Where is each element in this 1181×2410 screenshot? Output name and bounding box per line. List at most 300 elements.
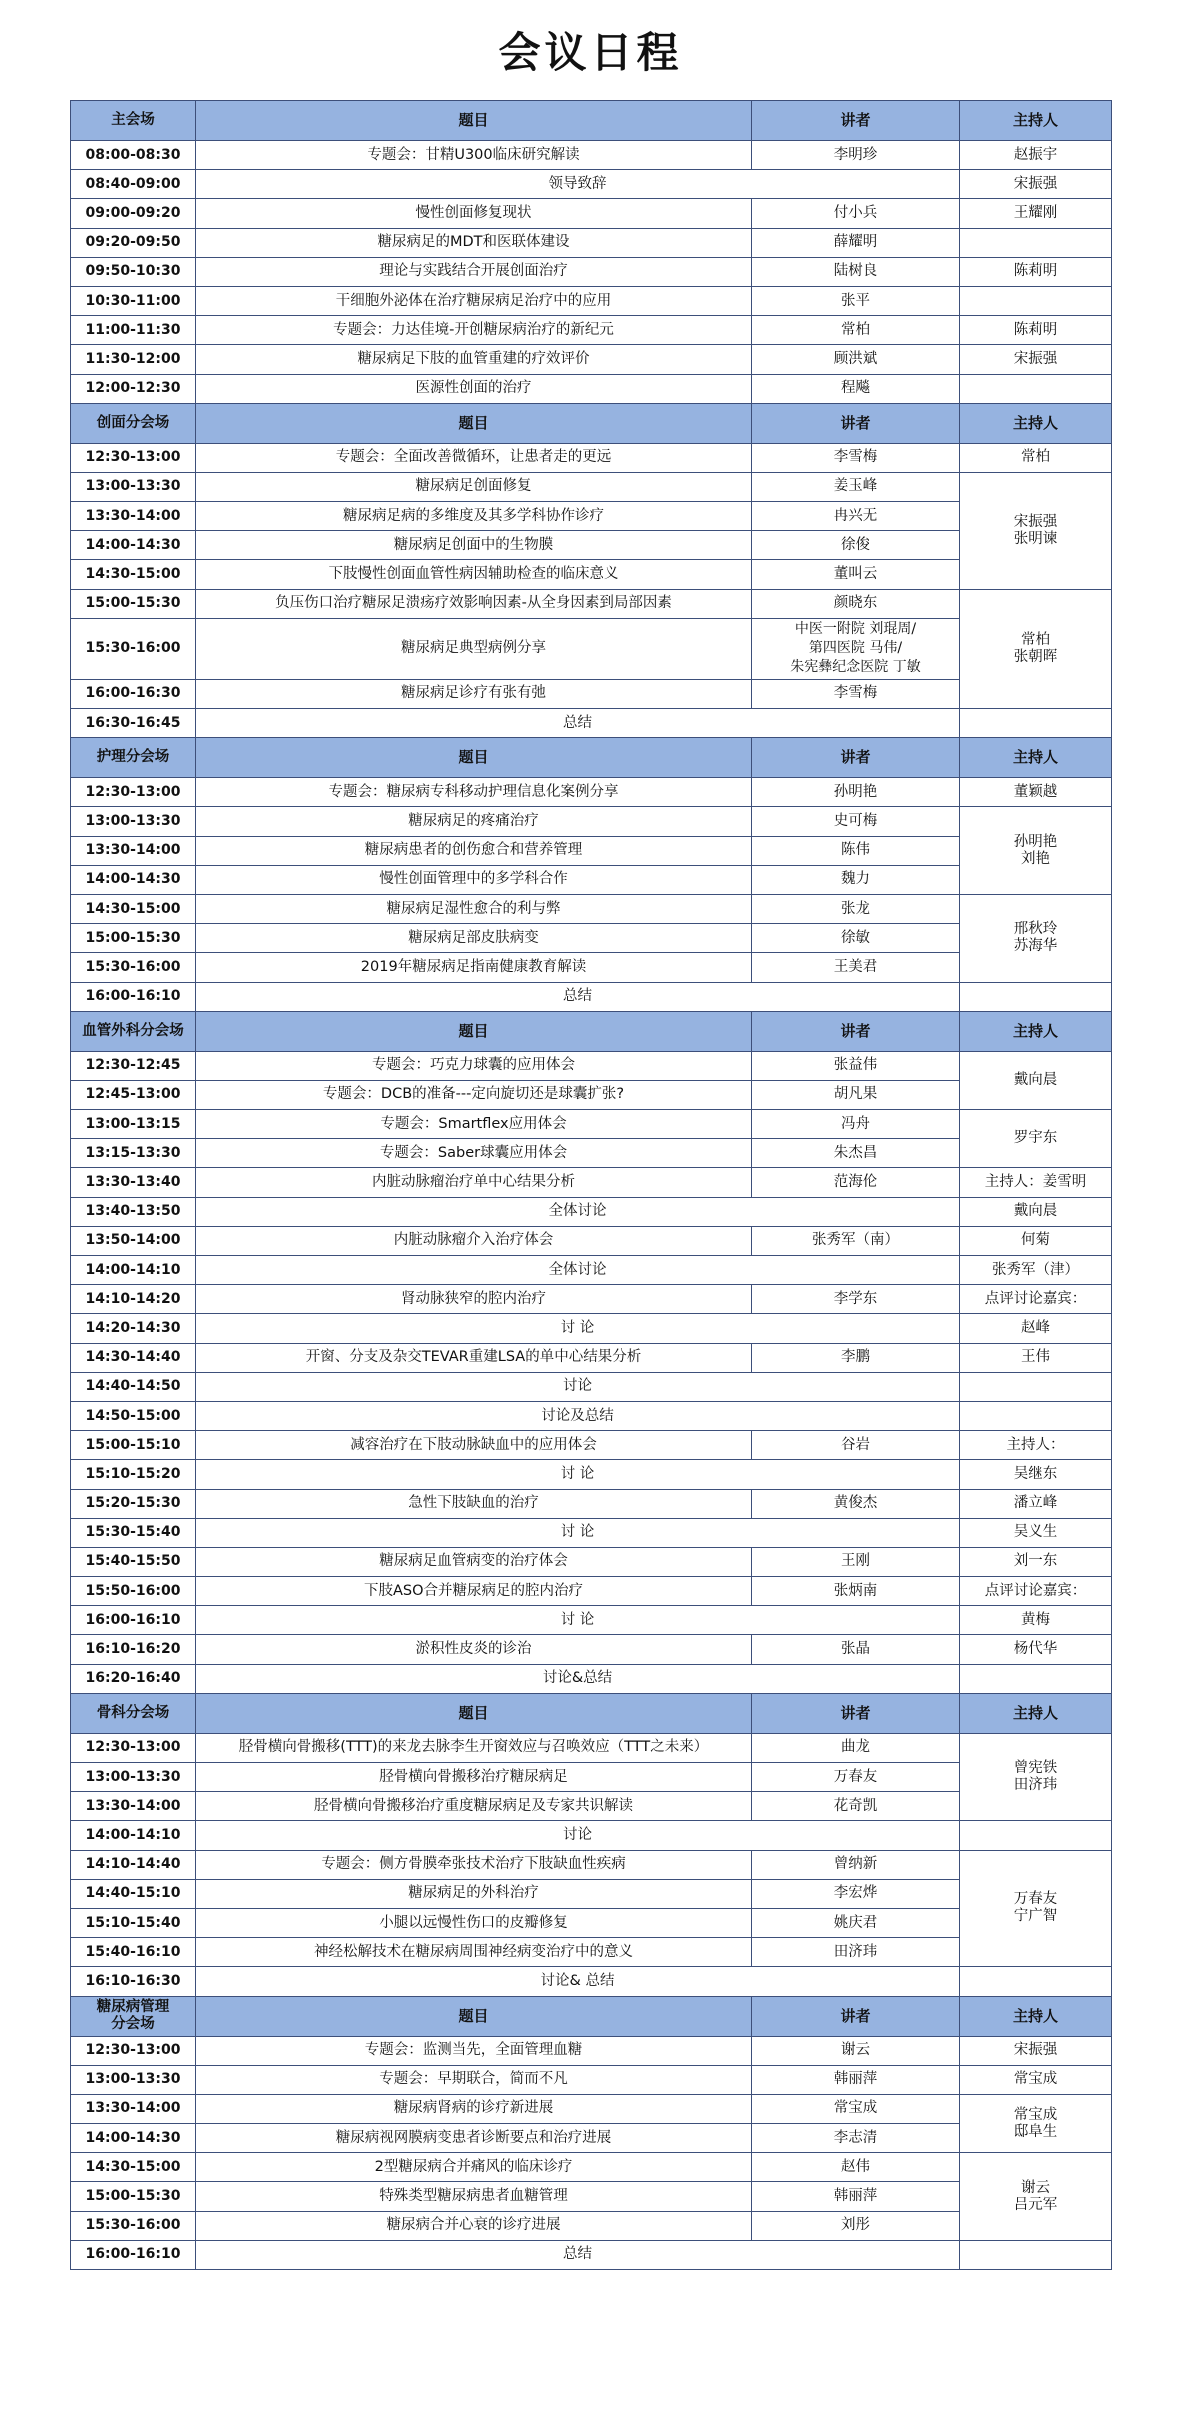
time-cell: 13:30-14:00 — [71, 836, 196, 865]
topic-cell: 糖尿病足病的多维度及其多学科协作诊疗 — [196, 502, 752, 531]
topic-cell: 讨论& 总结 — [196, 1967, 960, 1996]
topic-cell: 糖尿病足湿性愈合的利与弊 — [196, 894, 752, 923]
speaker-cell: 朱杰昌 — [752, 1139, 960, 1168]
schedule-row — [71, 1606, 1112, 1635]
column-topic: 题目 — [196, 1693, 752, 1733]
topic-cell: 干细胞外泌体在治疗糖尿病足治疗中的应用 — [196, 286, 752, 315]
host-cell — [960, 1967, 1112, 1996]
schedule-row — [71, 1080, 1112, 1109]
topic-cell: 讨 论 — [196, 1460, 960, 1489]
column-host: 主持人 — [960, 1996, 1112, 2036]
time-cell: 14:10-14:20 — [71, 1285, 196, 1314]
speaker-cell: 韩丽萍 — [752, 2182, 960, 2211]
time-cell: 14:00-14:10 — [71, 1256, 196, 1285]
host-cell — [960, 709, 1112, 738]
time-cell: 13:00-13:30 — [71, 807, 196, 836]
time-cell: 15:00-15:30 — [71, 589, 196, 618]
time-cell: 16:30-16:45 — [71, 709, 196, 738]
speaker-cell: 曾纳新 — [752, 1850, 960, 1879]
time-cell: 15:30-15:40 — [71, 1518, 196, 1547]
host-cell: 孙明艳 刘艳 — [960, 807, 1112, 895]
speaker-cell: 曲龙 — [752, 1733, 960, 1762]
schedule-row — [71, 141, 1112, 170]
schedule-row — [71, 560, 1112, 589]
speaker-cell: 姚庆君 — [752, 1908, 960, 1937]
time-cell: 15:50-16:00 — [71, 1577, 196, 1606]
host-cell: 宋振强 张明谏 — [960, 472, 1112, 589]
schedule-row — [71, 374, 1112, 403]
time-cell: 16:00-16:10 — [71, 982, 196, 1011]
time-cell: 13:30-13:40 — [71, 1168, 196, 1197]
host-cell: 陈莉明 — [960, 257, 1112, 286]
time-cell: 16:00-16:10 — [71, 1606, 196, 1635]
column-host: 主持人 — [960, 403, 1112, 443]
speaker-cell: 李雪梅 — [752, 443, 960, 472]
speaker-cell: 赵伟 — [752, 2153, 960, 2182]
time-cell: 15:00-15:30 — [71, 924, 196, 953]
schedule-row — [71, 778, 1112, 807]
schedule-row — [71, 982, 1112, 1011]
schedule-row — [71, 531, 1112, 560]
speaker-cell: 史可梅 — [752, 807, 960, 836]
schedule-row — [71, 1664, 1112, 1693]
topic-cell: 专题会：巧克力球囊的应用体会 — [196, 1051, 752, 1080]
topic-cell: 糖尿病足诊疗有张有弛 — [196, 679, 752, 708]
topic-cell: 糖尿病肾病的诊疗新进展 — [196, 2094, 752, 2123]
schedule-row — [71, 709, 1112, 738]
host-cell: 王伟 — [960, 1343, 1112, 1372]
time-cell: 16:00-16:30 — [71, 679, 196, 708]
host-cell — [960, 1372, 1112, 1401]
schedule-row — [71, 589, 1112, 618]
schedule-row — [71, 1763, 1112, 1792]
host-cell: 常宝成 — [960, 2065, 1112, 2094]
speaker-cell: 张炳南 — [752, 1577, 960, 1606]
speaker-cell: 李明珍 — [752, 141, 960, 170]
time-cell: 12:00-12:30 — [71, 374, 196, 403]
column-topic: 题目 — [196, 403, 752, 443]
time-cell: 12:30-13:00 — [71, 443, 196, 472]
schedule-row — [71, 2124, 1112, 2153]
topic-cell: 专题会：甘精U300临床研究解读 — [196, 141, 752, 170]
topic-cell: 专题会：糖尿病专科移动护理信息化案例分享 — [196, 778, 752, 807]
topic-cell: 讨论 — [196, 1372, 960, 1401]
time-cell: 15:20-15:30 — [71, 1489, 196, 1518]
topic-cell: 糖尿病足典型病例分享 — [196, 618, 752, 679]
column-speaker: 讲者 — [752, 101, 960, 141]
speaker-cell: 姜玉峰 — [752, 472, 960, 501]
schedule-row — [71, 228, 1112, 257]
host-cell: 常柏 — [960, 443, 1112, 472]
topic-cell: 领导致辞 — [196, 170, 960, 199]
speaker-cell: 胡凡果 — [752, 1080, 960, 1109]
schedule-row — [71, 1460, 1112, 1489]
speaker-cell: 花奇凯 — [752, 1792, 960, 1821]
section-header — [71, 1693, 1112, 1733]
schedule-row — [71, 502, 1112, 531]
topic-cell: 糖尿病足的疼痛治疗 — [196, 807, 752, 836]
time-cell: 12:45-13:00 — [71, 1080, 196, 1109]
column-host: 主持人 — [960, 738, 1112, 778]
schedule-row — [71, 345, 1112, 374]
column-topic: 题目 — [196, 1996, 752, 2036]
speaker-cell: 魏力 — [752, 865, 960, 894]
schedule-row — [71, 1635, 1112, 1664]
speaker-cell: 范海伦 — [752, 1168, 960, 1197]
time-cell: 13:00-13:30 — [71, 1763, 196, 1792]
schedule-row — [71, 2065, 1112, 2094]
topic-cell: 讨 论 — [196, 1518, 960, 1547]
schedule-row — [71, 1792, 1112, 1821]
speaker-cell: 张龙 — [752, 894, 960, 923]
time-cell: 15:30-16:00 — [71, 953, 196, 982]
host-cell — [960, 1664, 1112, 1693]
time-cell: 14:00-14:30 — [71, 531, 196, 560]
speaker-cell: 陈伟 — [752, 836, 960, 865]
column-topic: 题目 — [196, 738, 752, 778]
topic-cell: 专题会：监测当先，全面管理血糖 — [196, 2036, 752, 2065]
speaker-cell: 黄俊杰 — [752, 1489, 960, 1518]
speaker-cell: 张益伟 — [752, 1051, 960, 1080]
column-speaker: 讲者 — [752, 1693, 960, 1733]
time-cell: 13:50-14:00 — [71, 1226, 196, 1255]
schedule-row — [71, 807, 1112, 836]
schedule-row — [71, 472, 1112, 501]
topic-cell: 讨 论 — [196, 1606, 960, 1635]
time-cell: 14:00-14:10 — [71, 1821, 196, 1850]
host-cell: 陈莉明 — [960, 316, 1112, 345]
host-cell: 杨代华 — [960, 1635, 1112, 1664]
time-cell: 13:40-13:50 — [71, 1197, 196, 1226]
time-cell: 14:30-15:00 — [71, 2153, 196, 2182]
topic-cell: 糖尿病足部皮肤病变 — [196, 924, 752, 953]
section-header — [71, 1996, 1112, 2036]
topic-cell: 胫骨横向骨搬移(TTT)的来龙去脉李生开窗效应与召唤效应（TTT之未来） — [196, 1733, 752, 1762]
host-cell: 刘一东 — [960, 1547, 1112, 1576]
schedule-row — [71, 316, 1112, 345]
speaker-cell: 孙明艳 — [752, 778, 960, 807]
topic-cell: 糖尿病足血管病变的治疗体会 — [196, 1547, 752, 1576]
column-host: 主持人 — [960, 1693, 1112, 1733]
host-cell — [960, 1401, 1112, 1430]
topic-cell: 糖尿病视网膜病变患者诊断要点和治疗进展 — [196, 2124, 752, 2153]
schedule-row — [71, 2211, 1112, 2240]
speaker-cell: 徐敏 — [752, 924, 960, 953]
section-header — [71, 403, 1112, 443]
schedule-row — [71, 1489, 1112, 1518]
topic-cell: 内脏动脉瘤介入治疗体会 — [196, 1226, 752, 1255]
time-cell: 14:40-14:50 — [71, 1372, 196, 1401]
time-cell: 14:40-15:10 — [71, 1879, 196, 1908]
topic-cell: 内脏动脉瘤治疗单中心结果分析 — [196, 1168, 752, 1197]
schedule-row — [71, 1256, 1112, 1285]
schedule-row — [71, 2182, 1112, 2211]
schedule-row — [71, 170, 1112, 199]
topic-cell: 肾动脉狭窄的腔内治疗 — [196, 1285, 752, 1314]
time-cell: 13:30-14:00 — [71, 502, 196, 531]
schedule-row — [71, 1314, 1112, 1343]
topic-cell: 糖尿病患者的创伤愈合和营养管理 — [196, 836, 752, 865]
time-cell: 13:00-13:15 — [71, 1110, 196, 1139]
speaker-cell: 李雪梅 — [752, 679, 960, 708]
schedule-row — [71, 618, 1112, 679]
time-cell: 13:15-13:30 — [71, 1139, 196, 1168]
topic-cell: 糖尿病足创面修复 — [196, 472, 752, 501]
topic-cell: 总结 — [196, 982, 960, 1011]
speaker-cell: 王美君 — [752, 953, 960, 982]
topic-cell: 全体讨论 — [196, 1197, 960, 1226]
topic-cell: 医源性创面的治疗 — [196, 374, 752, 403]
host-cell: 吴继东 — [960, 1460, 1112, 1489]
topic-cell: 全体讨论 — [196, 1256, 960, 1285]
topic-cell: 特殊类型糖尿病患者血糖管理 — [196, 2182, 752, 2211]
section-header — [71, 1011, 1112, 1051]
schedule-row — [71, 1908, 1112, 1937]
schedule-row — [71, 2036, 1112, 2065]
section-name: 主会场 — [71, 101, 196, 141]
host-cell: 张秀军（津） — [960, 1256, 1112, 1285]
host-cell: 主持人： — [960, 1431, 1112, 1460]
time-cell: 13:00-13:30 — [71, 2065, 196, 2094]
schedule-row — [71, 2094, 1112, 2123]
speaker-cell: 中医一附院 刘琨周/ 第四医院 马伟/ 朱宪彝纪念医院 丁敏 — [752, 618, 960, 679]
time-cell: 12:30-13:00 — [71, 778, 196, 807]
schedule-row — [71, 1821, 1112, 1850]
topic-cell: 减容治疗在下肢动脉缺血中的应用体会 — [196, 1431, 752, 1460]
speaker-cell: 薛耀明 — [752, 228, 960, 257]
topic-cell: 糖尿病足创面中的生物膜 — [196, 531, 752, 560]
schedule-row — [71, 1343, 1112, 1372]
time-cell: 15:30-16:00 — [71, 2211, 196, 2240]
time-cell: 16:20-16:40 — [71, 1664, 196, 1693]
host-cell: 常宝成 邸阜生 — [960, 2094, 1112, 2152]
host-cell: 戴向晨 — [960, 1197, 1112, 1226]
section-name: 血管外科分会场 — [71, 1011, 196, 1051]
topic-cell: 糖尿病足下肢的血管重建的疗效评价 — [196, 345, 752, 374]
time-cell: 10:30-11:00 — [71, 286, 196, 315]
column-topic: 题目 — [196, 101, 752, 141]
column-speaker: 讲者 — [752, 1996, 960, 2036]
schedule-row — [71, 679, 1112, 708]
host-cell — [960, 286, 1112, 315]
host-cell: 点评讨论嘉宾： — [960, 1577, 1112, 1606]
topic-cell: 专题会：早期联合，简而不凡 — [196, 2065, 752, 2094]
host-cell: 宋振强 — [960, 170, 1112, 199]
schedule-row — [71, 1577, 1112, 1606]
host-cell: 戴向晨 — [960, 1051, 1112, 1109]
time-cell: 14:20-14:30 — [71, 1314, 196, 1343]
schedule-row — [71, 1197, 1112, 1226]
time-cell: 11:30-12:00 — [71, 345, 196, 374]
topic-cell: 下肢慢性创面血管性病因辅助检查的临床意义 — [196, 560, 752, 589]
time-cell: 09:50-10:30 — [71, 257, 196, 286]
speaker-cell: 李鹏 — [752, 1343, 960, 1372]
topic-cell: 讨论 — [196, 1821, 960, 1850]
time-cell: 14:10-14:40 — [71, 1850, 196, 1879]
speaker-cell: 陆树良 — [752, 257, 960, 286]
topic-cell: 专题会：DCB的准备---定向旋切还是球囊扩张? — [196, 1080, 752, 1109]
section-header — [71, 101, 1112, 141]
time-cell: 16:00-16:10 — [71, 2240, 196, 2269]
schedule-row — [71, 1879, 1112, 1908]
time-cell: 16:10-16:20 — [71, 1635, 196, 1664]
section-name: 创面分会场 — [71, 403, 196, 443]
schedule-row — [71, 1850, 1112, 1879]
column-topic: 题目 — [196, 1011, 752, 1051]
speaker-cell: 顾洪斌 — [752, 345, 960, 374]
section-name: 护理分会场 — [71, 738, 196, 778]
topic-cell: 急性下肢缺血的治疗 — [196, 1489, 752, 1518]
column-host: 主持人 — [960, 1011, 1112, 1051]
time-cell: 15:30-16:00 — [71, 618, 196, 679]
speaker-cell: 付小兵 — [752, 199, 960, 228]
topic-cell: 讨论及总结 — [196, 1401, 960, 1430]
host-cell: 宋振强 — [960, 345, 1112, 374]
time-cell: 15:40-16:10 — [71, 1938, 196, 1967]
section-name: 糖尿病管理 分会场 — [71, 1996, 196, 2036]
topic-cell: 胫骨横向骨搬移治疗糖尿病足 — [196, 1763, 752, 1792]
host-cell: 吴义生 — [960, 1518, 1112, 1547]
host-cell: 邢秋玲 苏海华 — [960, 894, 1112, 982]
schedule-row — [71, 1938, 1112, 1967]
topic-cell: 小腿以远慢性伤口的皮瓣修复 — [196, 1908, 752, 1937]
topic-cell: 总结 — [196, 2240, 960, 2269]
topic-cell: 糖尿病足的外科治疗 — [196, 1879, 752, 1908]
page-title: 会议日程 — [498, 28, 683, 77]
schedule-row — [71, 894, 1112, 923]
time-cell: 14:30-15:00 — [71, 894, 196, 923]
schedule-row — [71, 953, 1112, 982]
host-cell: 罗宇东 — [960, 1110, 1112, 1168]
schedule-row — [71, 1226, 1112, 1255]
host-cell: 点评讨论嘉宾： — [960, 1285, 1112, 1314]
topic-cell: 理论与实践结合开展创面治疗 — [196, 257, 752, 286]
speaker-cell: 王刚 — [752, 1547, 960, 1576]
host-cell: 董颖越 — [960, 778, 1112, 807]
time-cell: 12:30-13:00 — [71, 2036, 196, 2065]
section-header — [71, 738, 1112, 778]
speaker-cell: 万春友 — [752, 1763, 960, 1792]
topic-cell: 专题会：Smartflex应用体会 — [196, 1110, 752, 1139]
schedule-row — [71, 1547, 1112, 1576]
schedule-row — [71, 1168, 1112, 1197]
host-cell — [960, 228, 1112, 257]
schedule-row — [71, 924, 1112, 953]
time-cell: 15:00-15:10 — [71, 1431, 196, 1460]
speaker-cell: 田济玮 — [752, 1938, 960, 1967]
schedule-row — [71, 286, 1112, 315]
topic-cell: 2019年糖尿病足指南健康教育解读 — [196, 953, 752, 982]
schedule-row — [71, 1139, 1112, 1168]
host-cell: 万春友 宁广智 — [960, 1850, 1112, 1967]
speaker-cell: 李志清 — [752, 2124, 960, 2153]
time-cell: 09:20-09:50 — [71, 228, 196, 257]
schedule-body — [71, 101, 1112, 2270]
schedule-row — [71, 836, 1112, 865]
schedule-row — [71, 443, 1112, 472]
section-name: 骨科分会场 — [71, 1693, 196, 1733]
topic-cell: 糖尿病足的MDT和医联体建设 — [196, 228, 752, 257]
schedule-row — [71, 2240, 1112, 2269]
topic-cell: 慢性创面修复现状 — [196, 199, 752, 228]
schedule-row — [71, 1518, 1112, 1547]
speaker-cell: 颜晓东 — [752, 589, 960, 618]
time-cell: 15:10-15:40 — [71, 1908, 196, 1937]
schedule-row — [71, 1110, 1112, 1139]
schedule-row — [71, 1401, 1112, 1430]
topic-cell: 淤积性皮炎的诊治 — [196, 1635, 752, 1664]
topic-cell: 开窗、分支及杂交TEVAR重建LSA的单中心结果分析 — [196, 1343, 752, 1372]
speaker-cell: 常柏 — [752, 316, 960, 345]
speaker-cell: 李宏烨 — [752, 1879, 960, 1908]
schedule-row — [71, 199, 1112, 228]
time-cell: 15:10-15:20 — [71, 1460, 196, 1489]
topic-cell: 下肢ASO合并糖尿病足的腔内治疗 — [196, 1577, 752, 1606]
host-cell — [960, 1821, 1112, 1850]
host-cell: 黄梅 — [960, 1606, 1112, 1635]
speaker-cell: 冯舟 — [752, 1110, 960, 1139]
speaker-cell: 张秀军（南） — [752, 1226, 960, 1255]
topic-cell: 胫骨横向骨搬移治疗重度糖尿病足及专家共识解读 — [196, 1792, 752, 1821]
speaker-cell: 冉兴无 — [752, 502, 960, 531]
speaker-cell: 常宝成 — [752, 2094, 960, 2123]
time-cell: 14:30-14:40 — [71, 1343, 196, 1372]
speaker-cell: 张晶 — [752, 1635, 960, 1664]
topic-cell: 糖尿病合并心衰的诊疗进展 — [196, 2211, 752, 2240]
schedule-row — [71, 1285, 1112, 1314]
speaker-cell: 董叫云 — [752, 560, 960, 589]
speaker-cell: 徐俊 — [752, 531, 960, 560]
time-cell: 15:00-15:30 — [71, 2182, 196, 2211]
topic-cell: 总结 — [196, 709, 960, 738]
time-cell: 14:00-14:30 — [71, 2124, 196, 2153]
host-cell: 赵振宇 — [960, 141, 1112, 170]
speaker-cell: 谷岩 — [752, 1431, 960, 1460]
time-cell: 14:50-15:00 — [71, 1401, 196, 1430]
time-cell: 09:00-09:20 — [71, 199, 196, 228]
speaker-cell: 张平 — [752, 286, 960, 315]
schedule-row — [71, 257, 1112, 286]
time-cell: 13:00-13:30 — [71, 472, 196, 501]
topic-cell: 神经松解技术在糖尿病周围神经病变治疗中的意义 — [196, 1938, 752, 1967]
schedule-table — [70, 100, 1112, 2270]
host-cell: 曾宪铁 田济玮 — [960, 1733, 1112, 1821]
column-speaker: 讲者 — [752, 403, 960, 443]
host-cell: 潘立峰 — [960, 1489, 1112, 1518]
speaker-cell: 韩丽萍 — [752, 2065, 960, 2094]
speaker-cell: 谢云 — [752, 2036, 960, 2065]
time-cell: 11:00-11:30 — [71, 316, 196, 345]
schedule-row — [71, 1733, 1112, 1762]
host-cell: 主持人：姜雪明 — [960, 1168, 1112, 1197]
schedule-row — [71, 1372, 1112, 1401]
host-cell: 宋振强 — [960, 2036, 1112, 2065]
topic-cell: 负压伤口治疗糖尿足溃疡疗效影响因素-从全身因素到局部因素 — [196, 589, 752, 618]
topic-cell: 专题会：力达佳境-开创糖尿病治疗的新纪元 — [196, 316, 752, 345]
host-cell: 谢云 吕元军 — [960, 2153, 1112, 2241]
time-cell: 08:00-08:30 — [71, 141, 196, 170]
schedule-row — [71, 1431, 1112, 1460]
time-cell: 16:10-16:30 — [71, 1967, 196, 1996]
time-cell: 14:30-15:00 — [71, 560, 196, 589]
topic-cell: 专题会：全面改善微循环，让患者走的更远 — [196, 443, 752, 472]
host-cell — [960, 2240, 1112, 2269]
host-cell: 王耀刚 — [960, 199, 1112, 228]
schedule-row — [71, 1967, 1112, 1996]
time-cell: 15:40-15:50 — [71, 1547, 196, 1576]
time-cell: 13:30-14:00 — [71, 1792, 196, 1821]
column-host: 主持人 — [960, 101, 1112, 141]
